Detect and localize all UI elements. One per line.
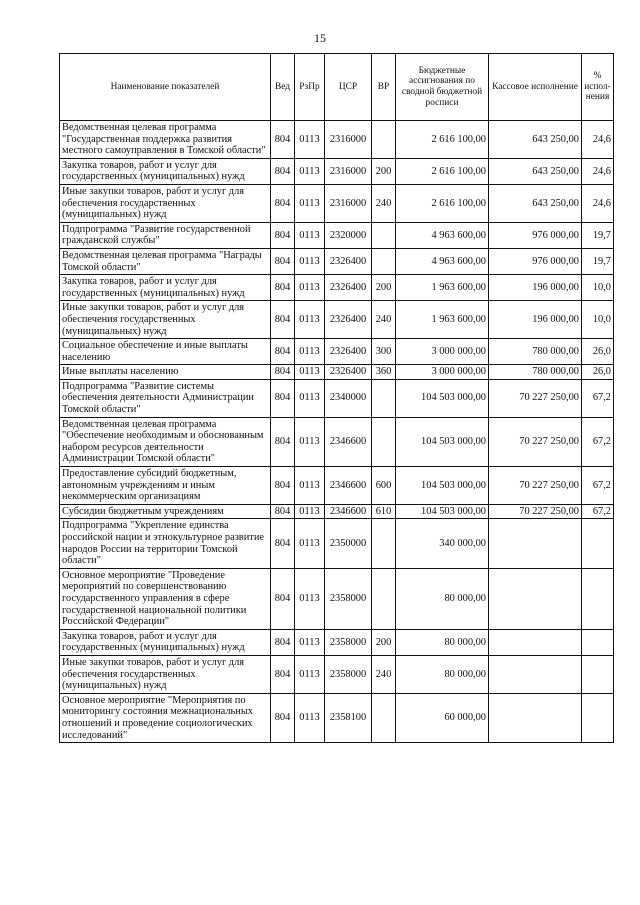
cell-budget: 104 503 000,00 [396,379,489,417]
cell-rzpr: 0113 [295,467,325,505]
table-row [60,158,614,184]
cell-ved: 804 [271,301,295,339]
cell-vr [372,693,396,742]
cell-ved: 804 [271,275,295,301]
cell-ved: 804 [271,379,295,417]
cell-percent: 19,7 [582,248,614,274]
cell-name: Закупка товаров, работ и услуг для государственных (муниципальных) нужд [60,275,271,301]
cell-percent [582,519,614,568]
cell-vr [372,417,396,466]
header-csr: ЦСР [325,54,372,121]
cell-rzpr: 0113 [295,504,325,519]
cell-percent: 10,0 [582,301,614,339]
header-cash: Кассовое исполнение [489,54,582,121]
cell-csr: 2358000 [325,655,372,693]
cell-percent [582,629,614,655]
cell-cash: 976 000,00 [489,222,582,248]
cell-cash: 976 000,00 [489,248,582,274]
table-row [60,301,614,339]
cell-name: Ведомственная целевая программа "Награды Томской области" [60,248,271,274]
cell-name: Иные закупки товаров, работ и услуг для обеспечения государственных (муниципальных) нужд [60,301,271,339]
cell-cash [489,568,582,629]
cell-ved: 804 [271,504,295,519]
table-row [60,222,614,248]
cell-ved: 804 [271,655,295,693]
cell-rzpr: 0113 [295,184,325,222]
table-row [60,339,614,365]
cell-cash [489,693,582,742]
table-body [60,121,614,743]
cell-budget: 60 000,00 [396,693,489,742]
cell-ved: 804 [271,693,295,742]
cell-rzpr: 0113 [295,629,325,655]
cell-percent: 67,2 [582,504,614,519]
cell-name: Ведомственная целевая программа "Обеспечение необходимым и обоснованным набором ресурсов деятельности Администрации Томской области" [60,417,271,466]
cell-budget: 104 503 000,00 [396,504,489,519]
cell-budget: 1 963 600,00 [396,275,489,301]
cell-cash: 643 250,00 [489,184,582,222]
cell-rzpr: 0113 [295,417,325,466]
cell-percent [582,568,614,629]
cell-vr [372,379,396,417]
header-percent: % испол-нения [582,54,614,121]
cell-csr: 2358100 [325,693,372,742]
cell-percent: 10,0 [582,275,614,301]
table-row [60,379,614,417]
cell-ved: 804 [271,158,295,184]
table-row [60,121,614,159]
table-row [60,248,614,274]
cell-rzpr: 0113 [295,222,325,248]
table-row [60,504,614,519]
table-row [60,365,614,380]
cell-name: Субсидии бюджетным учреждениям [60,504,271,519]
cell-cash: 70 227 250,00 [489,417,582,466]
cell-csr: 2326400 [325,275,372,301]
cell-budget: 2 616 100,00 [396,158,489,184]
cell-vr: 600 [372,467,396,505]
cell-vr [372,248,396,274]
cell-name: Ведомственная целевая программа "Государственная поддержка развития местного самоуправления в Томской области" [60,121,271,159]
table-row [60,184,614,222]
cell-vr: 610 [372,504,396,519]
cell-rzpr: 0113 [295,158,325,184]
cell-csr: 2316000 [325,158,372,184]
header-budget: Бюджетные ассигнования по сводной бюджетной росписи [396,54,489,121]
cell-csr: 2316000 [325,184,372,222]
cell-budget: 340 000,00 [396,519,489,568]
cell-vr: 240 [372,301,396,339]
cell-vr: 300 [372,339,396,365]
cell-ved: 804 [271,417,295,466]
cell-ved: 804 [271,121,295,159]
cell-rzpr: 0113 [295,519,325,568]
header-ved: Вед [271,54,295,121]
table-row [60,467,614,505]
page-number: 15 [314,31,326,45]
cell-percent: 67,2 [582,417,614,466]
table-row [60,568,614,629]
cell-cash [489,629,582,655]
cell-cash: 643 250,00 [489,121,582,159]
cell-percent: 24,6 [582,158,614,184]
table-row [60,519,614,568]
cell-ved: 804 [271,248,295,274]
cell-budget: 4 963 600,00 [396,248,489,274]
cell-csr: 2340000 [325,379,372,417]
cell-budget: 2 616 100,00 [396,121,489,159]
cell-name: Закупка товаров, работ и услуг для государственных (муниципальных) нужд [60,629,271,655]
cell-vr [372,222,396,248]
cell-cash: 780 000,00 [489,365,582,380]
header-name: Наименование показателей [60,54,271,121]
table-row [60,693,614,742]
cell-ved: 804 [271,339,295,365]
cell-percent: 24,6 [582,184,614,222]
cell-name: Иные закупки товаров, работ и услуг для обеспечения государственных (муниципальных) нужд [60,655,271,693]
cell-percent: 26,0 [582,339,614,365]
cell-name: Предоставление субсидий бюджетным, автономным учреждениям и иным некоммерческим организациям [60,467,271,505]
cell-vr: 240 [372,655,396,693]
cell-vr: 200 [372,158,396,184]
cell-budget: 3 000 000,00 [396,365,489,380]
cell-percent: 24,6 [582,121,614,159]
cell-rzpr: 0113 [295,339,325,365]
cell-name: Подпрограмма "Развитие системы обеспечения деятельности Администрации Томской области" [60,379,271,417]
cell-budget: 80 000,00 [396,568,489,629]
cell-csr: 2350000 [325,519,372,568]
cell-csr: 2326400 [325,248,372,274]
cell-vr: 360 [372,365,396,380]
cell-ved: 804 [271,184,295,222]
cell-csr: 2346600 [325,417,372,466]
cell-budget: 2 616 100,00 [396,184,489,222]
budget-table [59,53,614,743]
cell-budget: 104 503 000,00 [396,467,489,505]
cell-percent: 67,2 [582,379,614,417]
cell-ved: 804 [271,568,295,629]
cell-budget: 1 963 600,00 [396,301,489,339]
cell-cash: 70 227 250,00 [489,467,582,505]
cell-csr: 2326400 [325,301,372,339]
cell-cash: 196 000,00 [489,301,582,339]
cell-csr: 2326400 [325,365,372,380]
cell-rzpr: 0113 [295,365,325,380]
cell-vr [372,121,396,159]
cell-csr: 2316000 [325,121,372,159]
cell-rzpr: 0113 [295,568,325,629]
header-rzpr: РзПр [295,54,325,121]
cell-cash: 780 000,00 [489,339,582,365]
cell-ved: 804 [271,222,295,248]
cell-csr: 2346600 [325,467,372,505]
cell-csr: 2346600 [325,504,372,519]
cell-cash: 70 227 250,00 [489,504,582,519]
cell-cash [489,655,582,693]
cell-name: Подпрограмма "Развитие государственной гражданской службы" [60,222,271,248]
table-row [60,629,614,655]
table-row [60,275,614,301]
cell-name: Иные закупки товаров, работ и услуг для обеспечения государственных (муниципальных) нужд [60,184,271,222]
table-row [60,655,614,693]
cell-name: Иные выплаты населению [60,365,271,380]
cell-cash: 643 250,00 [489,158,582,184]
cell-rzpr: 0113 [295,121,325,159]
cell-rzpr: 0113 [295,248,325,274]
cell-vr [372,519,396,568]
cell-percent: 26,0 [582,365,614,380]
cell-ved: 804 [271,467,295,505]
header-vr: ВР [372,54,396,121]
cell-cash: 70 227 250,00 [489,379,582,417]
cell-name: Социальное обеспечение и иные выплаты населению [60,339,271,365]
cell-percent: 19,7 [582,222,614,248]
cell-name: Подпрограмма "Укрепление единства российской нации и этнокультурное развитие народов России на территории Томской области" [60,519,271,568]
cell-budget: 3 000 000,00 [396,339,489,365]
cell-rzpr: 0113 [295,379,325,417]
cell-csr: 2326400 [325,339,372,365]
cell-vr: 200 [372,275,396,301]
cell-name: Закупка товаров, работ и услуг для государственных (муниципальных) нужд [60,158,271,184]
cell-name: Основное мероприятие "Мероприятия по мониторингу состояния межнациональных отношений и проведение социологических исследований" [60,693,271,742]
cell-csr: 2320000 [325,222,372,248]
cell-ved: 804 [271,365,295,380]
cell-budget: 104 503 000,00 [396,417,489,466]
cell-percent [582,655,614,693]
cell-cash [489,519,582,568]
cell-vr [372,568,396,629]
cell-budget: 80 000,00 [396,655,489,693]
cell-csr: 2358000 [325,629,372,655]
cell-budget: 80 000,00 [396,629,489,655]
table-row [60,417,614,466]
cell-percent: 67,2 [582,467,614,505]
cell-ved: 804 [271,519,295,568]
cell-cash: 196 000,00 [489,275,582,301]
cell-percent [582,693,614,742]
cell-budget: 4 963 600,00 [396,222,489,248]
table-header-row [60,54,614,121]
cell-vr: 240 [372,184,396,222]
cell-rzpr: 0113 [295,655,325,693]
cell-rzpr: 0113 [295,301,325,339]
cell-name: Основное мероприятие "Проведение мероприятий по совершенствованию государственного управления в сфере государственной национальной политики Российской Федерации" [60,568,271,629]
cell-vr: 200 [372,629,396,655]
cell-csr: 2358000 [325,568,372,629]
cell-rzpr: 0113 [295,693,325,742]
cell-rzpr: 0113 [295,275,325,301]
cell-ved: 804 [271,629,295,655]
